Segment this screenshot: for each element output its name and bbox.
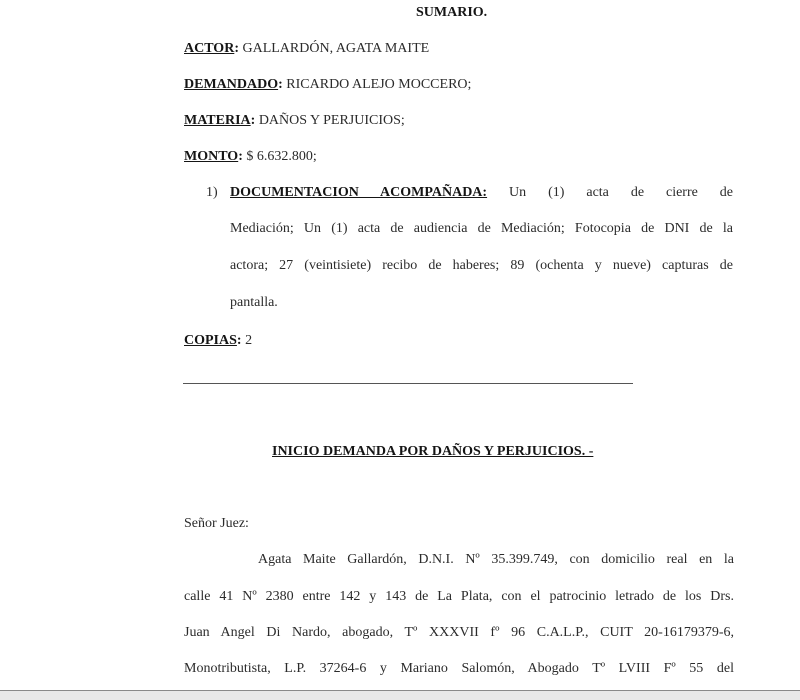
- body-line-2: calle 41 Nº 2380 entre 142 y 143 de La Plata, con el patrocinio letrado de los Drs.: [184, 589, 734, 604]
- body-line-4: Monotributista, L.P. 37264-6 y Mariano Salomón, Abogado Tº LVIII Fº 55 del: [184, 661, 734, 676]
- amount-label: MONTO: [184, 149, 239, 164]
- documentation-line-3: actora; 27 (veintisiete) recibo de haberes; 89 (ochenta y nueve) capturas de: [230, 258, 733, 273]
- documentation-line-2: Mediación; Un (1) acta de audiencia de Mediación; Fotocopia de DNI de la: [230, 221, 733, 236]
- defendant-line: DEMANDADO: RICARDO ALEJO MOCCERO;: [184, 77, 472, 92]
- body-line-1: Agata Maite Gallardón, D.N.I. Nº 35.399.749, con domicilio real en la: [258, 552, 734, 567]
- salutation: Señor Juez:: [184, 516, 249, 531]
- documentation-number: 1): [206, 185, 218, 200]
- documentation-label: DOCUMENTACION ACOMPAÑADA:: [230, 185, 488, 200]
- body-line-3: Juan Angel Di Nardo, abogado, Tº XXXVII fº 96 C.A.L.P., CUIT 20-16179379-6,: [184, 625, 734, 640]
- defendant-label: DEMANDADO: [184, 77, 279, 92]
- documentation-line-1: DOCUMENTACION ACOMPAÑADA: Un (1) acta de cierre de: [230, 185, 734, 200]
- subject-line: MATERIA: DAÑOS Y PERJUICIOS;: [184, 113, 405, 128]
- amount-line: MONTO: $ 6.632.800;: [184, 149, 317, 164]
- defendant-value: RICARDO ALEJO MOCCERO;: [282, 77, 472, 92]
- subject-label: MATERIA: [184, 113, 251, 128]
- copies-label: COPIAS: [184, 333, 237, 348]
- copies-value: 2: [241, 333, 253, 348]
- summary-heading: SUMARIO.: [416, 5, 488, 20]
- amount-value: $ 6.632.800;: [242, 149, 317, 164]
- subject-value: DAÑOS Y PERJUICIOS;: [255, 113, 405, 128]
- documentation-line-4: pantalla.: [230, 295, 278, 310]
- actor-value: GALLARDÓN, AGATA MAITE: [238, 41, 430, 56]
- actor-line: ACTOR: GALLARDÓN, AGATA MAITE: [184, 41, 430, 56]
- document-title: INICIO DEMANDA POR DAÑOS Y PERJUICIOS. -: [272, 444, 594, 459]
- actor-label: ACTOR: [184, 41, 235, 56]
- copies-line: COPIAS: 2: [184, 333, 253, 348]
- horizontal-rule: [183, 383, 633, 384]
